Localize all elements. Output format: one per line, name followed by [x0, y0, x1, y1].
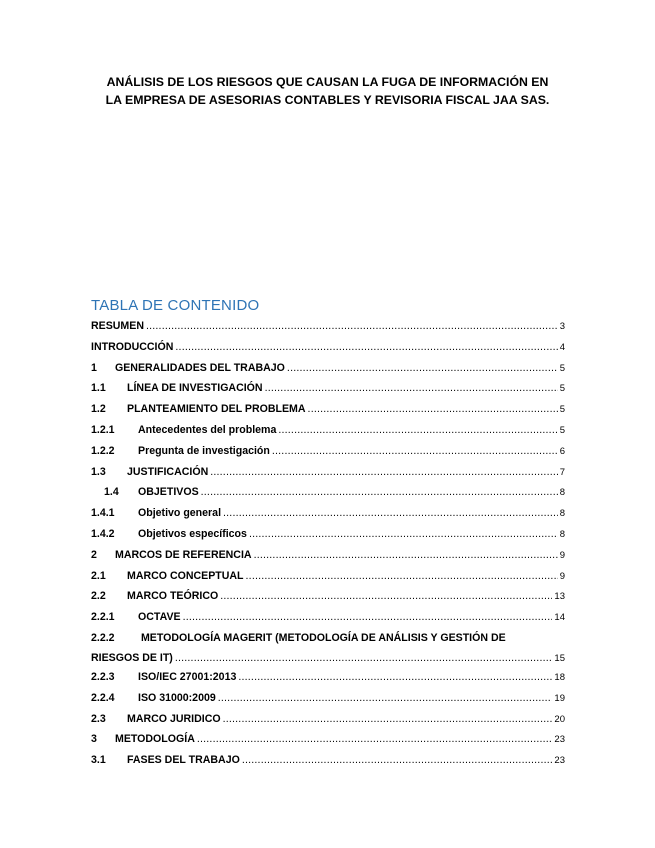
toc-entry-1-3[interactable] [91, 464, 565, 485]
toc-leader-dots [287, 362, 558, 374]
toc-entry-text: MARCO TEÓRICO [127, 590, 219, 603]
toc-entry-number: 1.4.2 [91, 527, 115, 540]
toc-entry-resumen[interactable] [91, 318, 565, 339]
toc-entry-text: Antecedentes del problema [138, 423, 277, 436]
toc-leader-dots [146, 320, 558, 332]
toc-page-number: 13 [554, 591, 565, 603]
toc-page-number: 4 [559, 341, 565, 353]
toc-entry-text-continued: RIESGOS DE IT) [91, 651, 173, 664]
toc-entry-text: Objetivos específicos [138, 527, 247, 540]
toc-leader-dots [201, 486, 558, 498]
toc-entry-number: 1.2.2 [91, 444, 115, 457]
toc-entry-1-2-1[interactable] [91, 422, 565, 443]
toc-page-number: 9 [559, 549, 565, 561]
toc-entry-text: Objetivo general [138, 507, 222, 520]
toc-entry-1-4[interactable] [91, 484, 565, 505]
toc-leader-dots [175, 341, 557, 353]
toc-entry-introduccion[interactable] [91, 339, 565, 360]
toc-entry-2[interactable] [91, 547, 565, 568]
toc-page-number: 5 [559, 424, 565, 436]
toc-leader-dots [238, 671, 552, 683]
toc-page-number: 18 [554, 671, 565, 683]
toc-leader-dots [223, 713, 553, 725]
toc-entry-number: 1.3 [91, 465, 106, 478]
toc-entry-text: GENERALIDADES DEL TRABAJO [115, 361, 285, 374]
title-line-2: LA EMPRESA DE ASESORIAS CONTABLES Y REVISORIA FISCAL JAA SAS. [105, 93, 550, 107]
toc-leader-dots [242, 754, 553, 766]
toc-entry-number: 1.4.1 [91, 507, 115, 520]
toc-entry-1-2-2[interactable] [91, 443, 565, 464]
toc-entry-text: FASES DEL TRABAJO [127, 754, 240, 767]
toc-leader-dots [210, 466, 557, 478]
toc-leader-dots [272, 445, 558, 457]
toc-leader-dots [246, 570, 558, 582]
toc-entry-number: 2.2.3 [91, 670, 115, 683]
toc-entry-3[interactable] [91, 731, 565, 752]
toc-entry-text: METODOLOGÍA [115, 733, 195, 746]
toc-entry-number: 2.2.4 [91, 691, 115, 704]
toc-entry-number: 1.2.1 [91, 423, 115, 436]
toc-entry-number: 1.2 [91, 403, 106, 416]
toc-entry-3-1[interactable] [91, 752, 565, 773]
toc-page-number: 15 [554, 652, 565, 664]
toc-heading: TABLA DE CONTENIDO [91, 297, 260, 314]
toc-entry-1[interactable] [91, 360, 565, 381]
toc-entry-text: METODOLOGÍA MAGERIT (METODOLOGÍA DE ANÁLISIS Y GESTIÓN DE [140, 631, 506, 644]
document-title [60, 73, 595, 109]
toc-entry-text: JUSTIFICACIÓN [127, 465, 209, 478]
toc-page-number: 7 [559, 466, 565, 478]
toc-entry-text: ISO/IEC 27001:2013 [138, 670, 237, 683]
toc-entry-1-2[interactable] [91, 401, 565, 422]
toc-entry-text: ISO 31000:2009 [138, 691, 216, 704]
toc-entry-number: 3 [91, 733, 97, 746]
toc-page-number: 14 [554, 612, 565, 624]
toc-page-number: 23 [554, 734, 565, 746]
toc-leader-dots [197, 733, 553, 745]
toc-entry-number: 2.2.1 [91, 611, 115, 624]
toc-page-number: 23 [554, 755, 565, 767]
toc-entry-text: PLANTEAMIENTO DEL PROBLEMA [127, 403, 306, 416]
toc-leader-dots [249, 528, 558, 540]
toc-entry-number: 2.1 [91, 569, 106, 582]
toc-leader-dots [175, 652, 553, 664]
toc-entry-number: 2.2.2 [91, 631, 115, 644]
toc-entry-2-2-1[interactable] [91, 609, 565, 630]
toc-entry-number: 2.3 [91, 712, 106, 725]
toc-entry-text: RESUMEN [91, 320, 144, 332]
toc-entry-1-4-2[interactable] [91, 526, 565, 547]
toc-page-number: 6 [559, 445, 565, 457]
toc-leader-dots [218, 692, 553, 704]
toc-entry-2-2-2[interactable] [91, 630, 565, 669]
toc-entry-text: MARCOS DE REFERENCIA [115, 548, 252, 561]
toc-entry-number: 1.1 [91, 382, 106, 395]
toc-entry-2-2-4[interactable] [91, 690, 565, 711]
toc-entry-text: Pregunta de investigación [138, 444, 270, 457]
toc-page-number: 8 [559, 528, 565, 540]
toc-page-number: 3 [559, 321, 565, 332]
toc-entry-2-1[interactable] [91, 568, 565, 589]
toc-entry-text: OCTAVE [138, 611, 181, 624]
toc-entry-2-3[interactable] [91, 711, 565, 732]
toc-leader-dots [308, 403, 558, 415]
toc-entry-number: 3.1 [91, 754, 106, 767]
toc-entry-number: 2.2 [91, 590, 106, 603]
toc-entry-text: INTRODUCCIÓN [91, 340, 174, 353]
toc-entry-1-4-1[interactable] [91, 505, 565, 526]
toc-entry-text: MARCO JURIDICO [127, 712, 221, 725]
toc-page-number: 19 [554, 692, 565, 704]
toc-entry-2-2[interactable] [91, 588, 565, 609]
table-of-contents [91, 318, 565, 773]
toc-page-number: 5 [559, 383, 565, 395]
toc-entry-text: LÍNEA DE INVESTIGACIÓN [127, 382, 263, 395]
toc-leader-dots [254, 549, 558, 561]
toc-leader-dots [220, 590, 552, 602]
toc-leader-dots [183, 611, 553, 623]
toc-entry-number: 1 [91, 361, 97, 374]
toc-entry-1-1[interactable] [91, 380, 565, 401]
toc-leader-dots [265, 382, 558, 394]
toc-leader-dots [223, 507, 558, 519]
toc-page-number: 20 [554, 713, 565, 725]
toc-entry-text: OBJETIVOS [138, 486, 199, 499]
toc-page-number: 8 [559, 487, 565, 499]
toc-page-number: 5 [559, 362, 565, 374]
toc-page-number: 5 [559, 404, 565, 416]
toc-page-number: 9 [559, 570, 565, 582]
toc-entry-number: 2 [91, 548, 97, 561]
toc-entry-number: 1.4 [104, 486, 119, 499]
toc-entry-text: MARCO CONCEPTUAL [127, 569, 244, 582]
toc-entry-2-2-3[interactable] [91, 669, 565, 690]
toc-page-number: 8 [559, 508, 565, 520]
toc-leader-dots [278, 424, 557, 436]
title-line-1: ANÁLISIS DE LOS RIESGOS QUE CAUSAN LA FUGA DE INFORMACIÓN EN [106, 75, 549, 89]
